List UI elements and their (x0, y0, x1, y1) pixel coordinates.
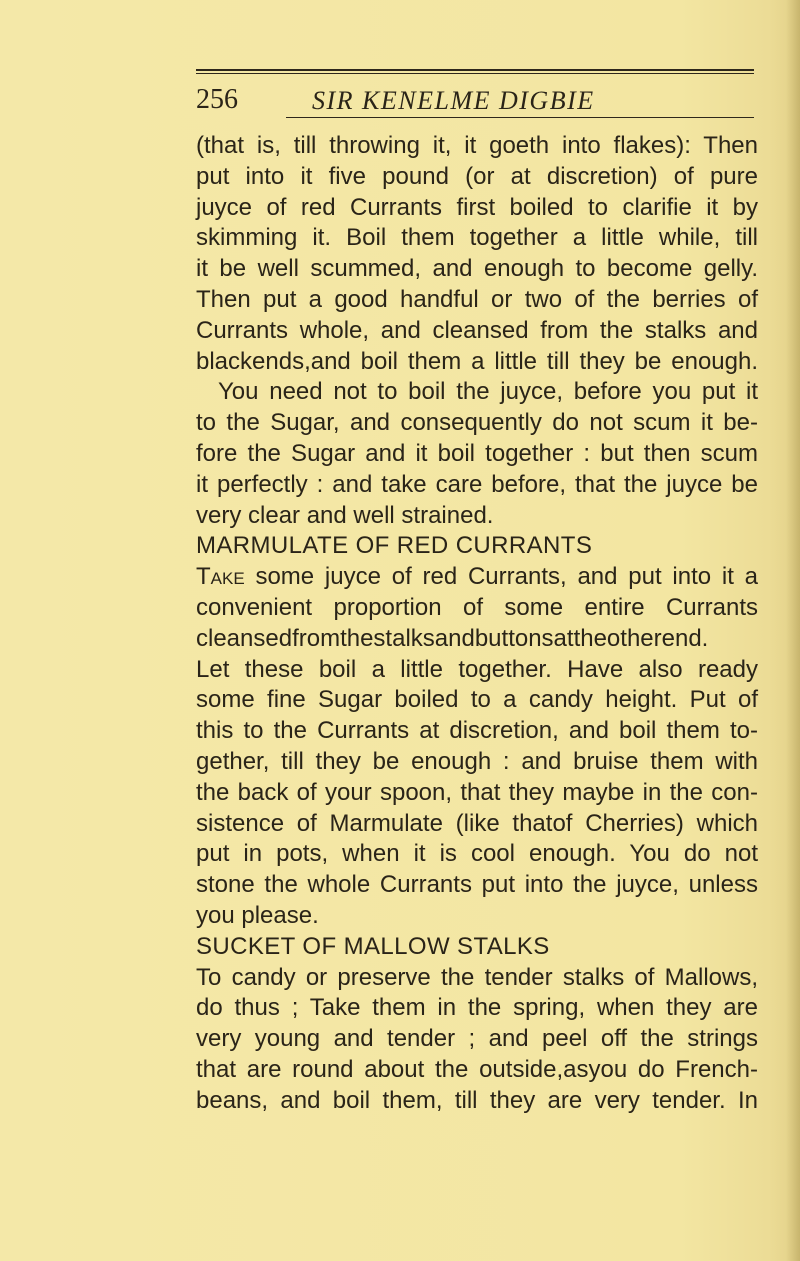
running-head-underline (286, 117, 754, 118)
text-line-first (196, 562, 758, 593)
header-rule-thin (196, 73, 754, 74)
text-line: do thus ; Take them in the spring, when they are (196, 994, 758, 1022)
text-line: it be well scummed, and enough to become gelly. (196, 255, 758, 283)
text-line: put in pots, when it is cool enough. You do not (196, 840, 758, 868)
section-first-word: Take (196, 563, 245, 591)
text-line: Let these boil a little together. Have also ready (196, 655, 758, 683)
text-line: beans, and boil them, till they are very tender. In (196, 1086, 758, 1114)
page-text (196, 131, 758, 1117)
text-line: put into it five pound (or at discretion) of pure (196, 162, 758, 190)
text-line: the back of your spoon, that they maybe in the con- (196, 778, 758, 806)
text-line-rest: some juyce of red Currants, and put into it a (244, 563, 758, 591)
section-heading-marmulate: MARMULATE OF RED CURRANTS (196, 532, 593, 560)
page-edge-shadow (786, 0, 800, 1261)
text-line: very clear and well strained. (196, 501, 494, 529)
text-line: some fine Sugar boiled to a candy height. Put of (196, 686, 758, 714)
text-line: You need not to boil the juyce, before you put it (218, 378, 758, 406)
text-line: gether, till they be enough : and bruise them with (196, 747, 758, 775)
text-line: blackends,and boil them a little till they be enough. (196, 347, 758, 375)
page-number: 256 (196, 84, 238, 115)
header-rule (196, 69, 754, 71)
text-line: it perfectly : and take care before, that the juyce be (196, 470, 758, 498)
text-line: fore the Sugar and it boil together : but then scum (196, 439, 758, 467)
text-line: Currants whole, and cleansed from the stalks and (196, 316, 758, 344)
text-line: stone the whole Currants put into the juyce, unless (196, 871, 758, 899)
section-heading-sucket: SUCKET OF MALLOW STALKS (196, 932, 550, 960)
text-line: you please. (196, 901, 319, 929)
running-title: SIR KENELME DIGBIE (312, 86, 595, 115)
text-line: that are round about the outside,asyou do French- (196, 1055, 758, 1083)
text-line: very young and tender ; and peel off the strings (196, 1025, 758, 1053)
text-line: convenient proportion of some entire Currants (196, 593, 758, 621)
text-line: skimming it. Boil them together a little while, till (196, 224, 758, 252)
text-line: cleansedfromthestalksandbuttonsattheotherend. (196, 624, 709, 652)
text-line: to the Sugar, and consequently do not scum it be- (196, 409, 758, 437)
text-line: sistence of Marmulate (like thatof Cherries) which (196, 809, 758, 837)
text-line: Then put a good handful or two of the berries of (196, 285, 758, 313)
running-head (196, 84, 754, 122)
text-line: this to the Currants at discretion, and boil them to- (196, 717, 758, 745)
text-line: (that is, till throwing it, it goeth into flakes): Then (196, 132, 758, 159)
text-line: juyce of red Currants first boiled to clarifie it by (196, 193, 758, 221)
text-line: To candy or preserve the tender stalks of Mallows, (196, 963, 758, 991)
